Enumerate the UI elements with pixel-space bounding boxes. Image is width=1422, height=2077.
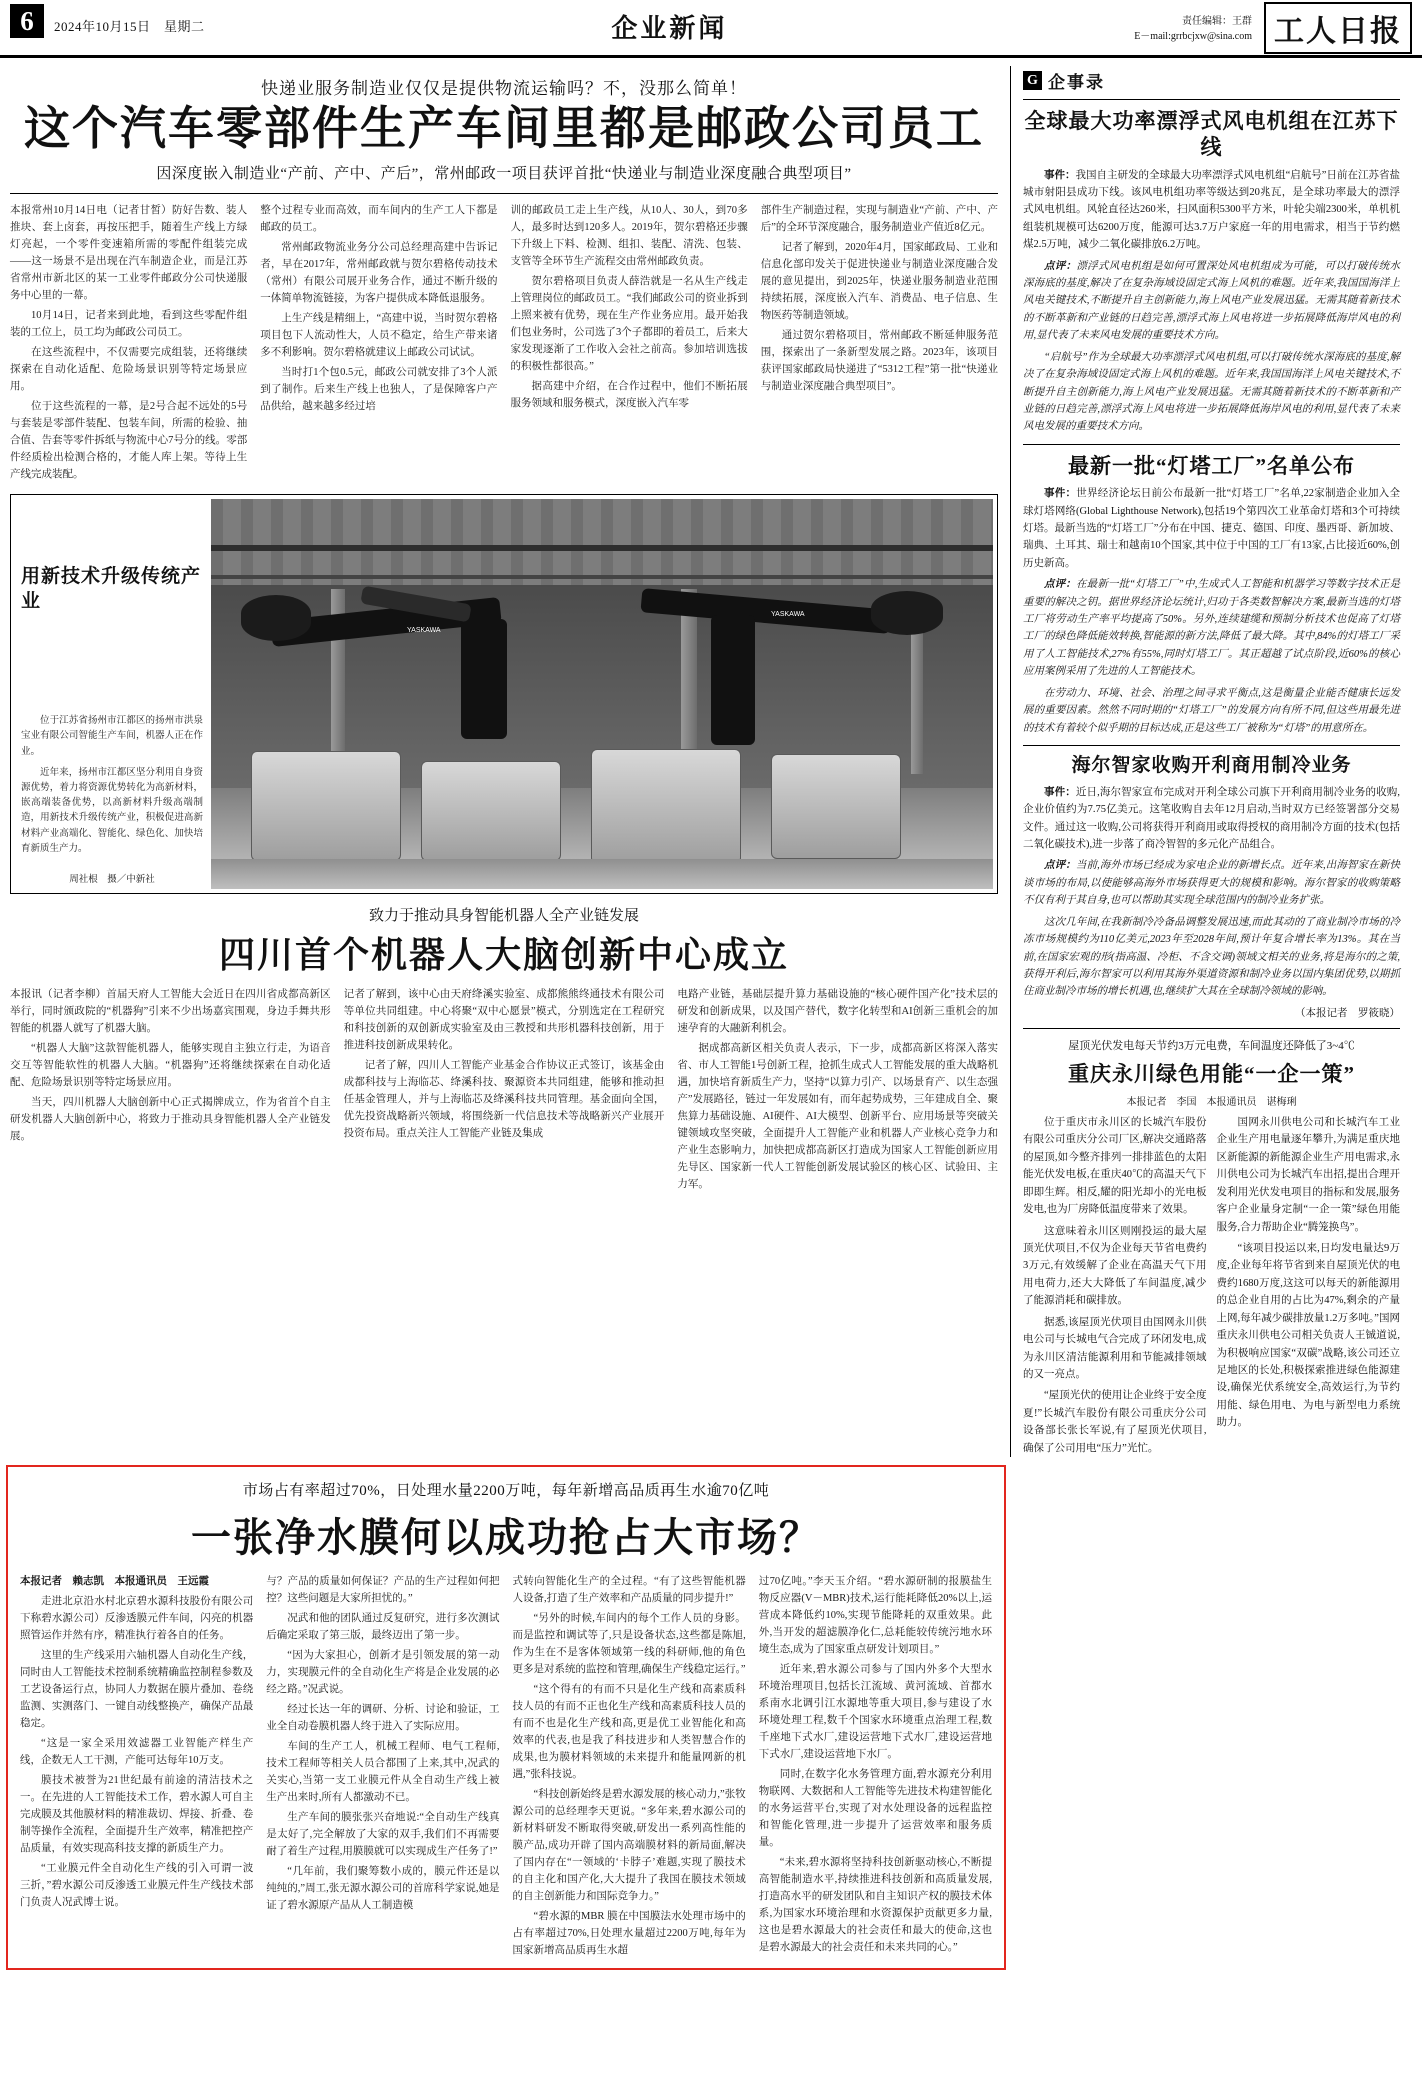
article2-col-2 <box>344 986 665 1196</box>
article3-kicker: 市场占有率超过70%，日处理水量2200万吨，每年新增高品质再生水逾70亿吨 <box>242 1483 770 1500</box>
article-rooftop-solar <box>1023 1037 1400 1457</box>
paragraph: “因为大家担心，创新才是引领发展的第一动力，实现膜元件的全自动化生产将是企业发展的必经之路。”况武说。 <box>266 1650 500 1696</box>
photo-floor-strip <box>211 859 993 889</box>
photo-beam <box>211 575 993 579</box>
newspaper-logo: 工人日报 <box>1264 2 1412 54</box>
robot-arm <box>461 619 507 739</box>
editor-name: 责任编辑：王群 <box>1182 16 1252 27</box>
paragraph: 记者了解，四川人工智能产业基金合作协议正式签订，该基金由成都科技与上海临芯、绛溪科技、聚源资本共同组建，能够和推动担任基金管理人，并与上海临芯及绛溪科技共同管理。基金面向全国，优先投资战略新兴领域，将围绕新一代信息技术等战略新兴产业展开投资布局。重点关注人工智能产业链及集成 <box>343 1059 665 1139</box>
photo-ceiling <box>211 499 993 585</box>
paragraph: 在这些流程中，不仅需要完成组装，还将继续探索在自动化适配、危险场景识别等特定场景应用。 <box>10 346 248 392</box>
paragraph: 通过贺尔碧格项目，常州邮政不断延伸服务范围，探索出了一条新型发展之路。2023年，该项目获评国家邮政局快递进了“5312工程”第一批“快递业与制造业深度融合典型项目”。 <box>760 329 998 392</box>
article1-subhead: 因深度嵌入制造业“产前、产中、产后”，常州邮政一项目获评首批“快递业与制造业深度融合典型项目” <box>156 165 852 182</box>
flag-letter: G <box>1023 71 1042 90</box>
article3-col-2 <box>266 1573 499 1962</box>
robot-head <box>871 591 943 635</box>
paragraph: 训的邮政员工走上生产线，从10人、30人，到70多人，最多时达到120多人。2019年，贺尔碧格还步骤下升级上下料、检测、组扣、装配、清洗、包装、支管等全环节生产流程交由常州邮政负责。 <box>510 204 748 267</box>
page-number: 6 <box>10 4 44 38</box>
divider <box>1023 745 1400 746</box>
brief-signature: （本报记者 罗筱晓） <box>1295 1007 1400 1019</box>
flag-text: 企事录 <box>1048 73 1105 92</box>
paragraph: 据高建中介绍，在合作过程中，他们不断拓展服务领域和服务模式，深度嵌入汽车零 <box>510 380 748 409</box>
paragraph: 10月14日，记者来到此地，看到这些零配件组装的工位上，员工均为邮政公司员工。 <box>10 309 248 338</box>
divider <box>1023 99 1400 100</box>
machine-unit <box>591 749 741 864</box>
brief-wind-turbine <box>1023 108 1400 436</box>
brief-title: 最新一批“灯塔工厂”名单公布 <box>1068 453 1355 478</box>
article1-columns <box>10 202 998 486</box>
robot-brand-label: YASKAWA <box>407 626 441 634</box>
photo-block <box>10 494 998 894</box>
paragraph: “未来,碧水源将坚持科技创新驱动核心,不断提高智能制造水平,持续推进科技创新和高质量发展,打造高水平的研发团队和自主知识产权的膜技术体系,为国家水环境治理和水资源保护贡献更多力量,这也是碧水源最大的社会责任和最大的使命,这也是碧水源最大的社会责任和未来共同的心。” <box>758 1857 992 1954</box>
paragraph: 据成都高新区相关负责人表示，下一步，成都高新区将深入落实省、市人工智能1号创新工程，抢抓生成式人工智能发展的重大战略机遇，加快培育新质生产力，坚持“以算力引产、以场景育产、以生态强产”发展路径，链过一年发展如有，而年起势成势，三年建成自全、聚焦算力基础设施、AI硬件、AI大模型、创新平台、应用场景等突破关键领域攻坚突破，全面提升人工智能产业和机器人产业核心竞争力和产业生态影响力，加快把成都高新区打造成为国家人工智能创新应用先导区、国家新一代人工智能创新发展试验区的核心区、试验田、主力军。 <box>677 1042 999 1190</box>
factory-robot-photo <box>211 499 993 889</box>
paragraph: 记者了解到，2020年4月，国家邮政局、工业和信息化部印发关于促进快递业与制造业深度融合发展的意见提出，到2025年，快递业服务制造业范围持续拓展，深度嵌入汽车、消费品、电子信息、生物医药等制造领域。 <box>760 241 998 321</box>
article2-headline: 四川首个机器人大脑创新中心成立 <box>218 934 789 975</box>
masthead <box>0 0 1422 58</box>
publication-date: 2024年10月15日 星期二 <box>54 19 205 34</box>
paragraph: “几年前，我们聚筹数小成的，膜元件还是以纯纯的,”周工,张无源水源公司的首席科学家说,她是证了碧水源原产品从人工制造模 <box>266 1866 500 1912</box>
article-postal-auto <box>10 74 998 486</box>
photo-caption-body: 位于江苏省扬州市江都区的扬州市洪泉宝业有限公司智能生产车间，机器人正在作业。 <box>21 716 203 757</box>
article3-col-4 <box>759 1573 992 1962</box>
divider <box>1023 1028 1400 1029</box>
brief-title: 海尔智家收购开利商用制冷业务 <box>1071 754 1352 776</box>
article1-col-4 <box>761 202 998 486</box>
paragraph: 这意味着永川区则刚投运的最大屋顶光伏项目,不仅为企业每天节省电费约3万元,有效缓解了企业在高温天气下用用电荷力,还大大降低了车间温度,减少了能源消耗和碳排放。 <box>1023 1225 1207 1307</box>
bottom-body <box>1023 1114 1400 1457</box>
right-sidebar <box>1010 66 1400 1457</box>
comment-label: 点评： <box>1044 860 1076 872</box>
paragraph: “这是一家全采用效滤器工业智能产样生产线，企数无人工干测，产能可达每年10万支。 <box>20 1738 254 1767</box>
event-label: 事件： <box>1044 786 1076 798</box>
event-text: 近日,海尔智家宣布完成对开利全球公司旗下开利商用制冷业务的收购,企业价值约为7.75亿美元。这笔收购自去年12月启动,当时双方已经签署部分交易文件。通过这一收购,公司将获得开利商用或取得授权的商用制冷方面的技术(包括二氧化碳技术),进一步落了商冷智智的多元化产品组合。 <box>1023 786 1400 850</box>
brief-comment-2: “启航号”作为全球最大功率漂浮式风电机组,可以打破传统水深海底的基度,解决了在复杂海域设固定式海上风机的难题。近年来,我国国海洋上风电关键技术,不断提升自主创新能力,海上风电产业发展迅猛。无需其随着新技术的不断革新和产业链的日趋完善,漂浮式海上风电将进一步拓展降低海岸风电的利用,显代表了未来风电发展的重要技术方向。 <box>1023 351 1400 433</box>
event-label: 事件： <box>1044 169 1076 181</box>
bottom-byline: 本报记者 李国 本报通讯员 谌梅琍 <box>1126 1097 1297 1109</box>
brief-comment <box>1023 258 1400 345</box>
robot-head <box>241 595 311 641</box>
paragraph: 位于重庆市永川区的长城汽车股份有限公司重庆分公司厂区,解决交通路落的屋顶,如今整齐排列一排排蓝色的太阳能光伏发电板,在重庆40℃的高温天气下即即生辉。相反,耀的阳光却小的光电板发电,也为厂房降低温度带来了效果。 <box>1023 1117 1207 1216</box>
event-text: 世界经济论坛日前公布最新一批“灯塔工厂”名单,22家制造企业加入全球灯塔网络(Global Lighthouse Network),包括19个第四次工业革命灯塔和3个可持续灯塔。最新当选的“灯塔工厂”分布在中国、捷克、德国、印度、墨西哥、新加坡、瑞典、土耳其、瑞士和越南10个国家,其中位于中国的工厂有13家,占比接近60%,创历史新高。 <box>1023 488 1400 569</box>
paragraph: 电路产业链，基础层提升算力基础设施的“核心硬件国产化”技术层的研发和创新成果，以及国产替代，数字化转型和AI创新三重机会的加速孕育的大融新利机会。 <box>677 988 999 1034</box>
paragraph: 上生产线是精细上，“高建中说，当时贺尔碧格项目包下人流动性大，人员不稳定，给生产带来诸多不利影响。贺尔碧格就建议上邮政公司试试。 <box>260 312 498 358</box>
paragraph: 部件生产制造过程，实现与制造业“产前、产中、产后”的全环节深度融合，服务制造业产值近8亿元。 <box>760 204 998 233</box>
paragraph: 同时,在数字化水务管理方面,碧水源充分利用物联网、大数据和人工智能等先进技术构建智能化的水务运营平台,实现了对水处理设备的远程监控和智能化管理,进一步提升了运营效率和服务质量。 <box>758 1769 992 1849</box>
paragraph: 本报常州10月14日电（记者甘皙）防好告数、装人推块、套上卤套，再按压把手，随着生产线上方绿灯亮起，一个零件变速箱所需的零配件组装完成——这一场景不是出现在汽车制造企业，而是江苏省常州市新北区的某一工业零件邮政分公司快递服务中心里的一幕。 <box>10 204 248 301</box>
article2-columns <box>10 986 998 1196</box>
article3-byline: 本报记者 赖志凯 本报通讯员 王远霞 <box>20 1576 209 1588</box>
paragraph: 近年来,碧水源公司参与了国内外多个大型水环境治理项目,包括长江流域、黄河流域、首都水系南水北调引江水源地等重大项目,参与建设了水环境处理工程,数千个国家水环境重点治理工程,数千座地下式水厂,建设运营地下式水厂,建设运营地下式水厂,建设运营地下水厂。 <box>758 1664 992 1761</box>
photo-caption-body-2: 近年来，扬州市江都区坚分利用自身资源优势，着力将资源优势转化为高新材料，嵌高端装备优势，以高新材料升级高端制造，用新技术升级传统产业，积极促进高新材料产业高端化、智能化、绿色化、加快培育新质生产力。 <box>21 767 203 854</box>
machine-unit <box>771 754 901 859</box>
featured-article-box <box>6 1465 1006 1970</box>
comment-label: 点评： <box>1044 260 1077 272</box>
paragraph: 式转向智能化生产的全过程。“有了这些智能机器人设备,打造了生产效率和产品质量的同步提升!” <box>512 1576 746 1605</box>
paragraph: “另外的时候,车间内的每个工作人员的身影。而是监控和调试等了,只是设备状态,这些都是陈旭,作为生在不是客体领域第一线的科研师,他的角色更多是对系统的监控和管理,确保生产线稳定运行。” <box>512 1613 746 1676</box>
bottom-title: 重庆永川绿色用能“一企一策” <box>1068 1061 1355 1086</box>
comment-label: 点评： <box>1044 579 1077 591</box>
paragraph: “机器人大脑”这款智能机器人，能够实现自主独立行走，为语音交互等智能软性的机器人大脑。“机器狗”还将继续探索在自动化适配、危险场景识别等特定场景应用。 <box>10 1042 331 1088</box>
brief-comment <box>1023 576 1400 681</box>
paragraph: “该项目投运以来,日均发电量达9万度,企业每年将节省到来自屋顶光伏的电费约1680万度,这这可以每天的新能源用的总企业自用的占比为47%,剩余的产量上网,每年减少碳排放量1.2万多吨。”国网重庆永川供电公司相关负责人王铖道说,为积极响应国家“双碳”战略,该公司还立足地区的长处,积极探索推进绿色能源建设,确保光伏系统安全,高效运行,为节约用能、绿色用电、为电与新型电力系统助力。 <box>1216 1243 1400 1429</box>
paragraph: 膜技术被誉为21世纪最有前途的清洁技术之一。在先进的人工智能技术工作，碧水源人可自主完成膜及其他膜材料的精准裁切、焊接、折叠、卷制等操作全流程，全面提升生产效率，精准把控产品质量，有效实现高科技支撑的新质生产力。 <box>20 1775 254 1855</box>
brief-event <box>1023 784 1400 854</box>
paragraph: 走进北京沿水村北京碧水源科技股份有限公司下称碧水源公司）反渗透膜元件车间，闪亮的机器照管运作并然有序，精准执行着各自的任务。 <box>20 1596 254 1642</box>
editor-email: E－mail:grrbcjxw@sina.com <box>1134 31 1252 42</box>
article1-col-2 <box>260 202 497 486</box>
paragraph: 过70亿吨。”李天玉介绍。“碧水源研制的报膜盐生物反应器(V－MBR)技术,运行能耗降低20%以上,运营成本降低约10%,实现节能降耗的双重效果。此外,当开发的超滤膜净化仁,总耗能较传统污地水环境生态,成为了国家重点研发计划项目。” <box>758 1576 992 1656</box>
robot-brand-label: YASKAWA <box>771 610 805 618</box>
paragraph: “碧水源的MBR 膜在中国膜法水处理市场中的占有率超过70%,日处理水量超过2200万吨,每年为国家新增高品质再生水超 <box>512 1911 746 1957</box>
bottom-kicker: 屋顶光伏发电每天节约3万元电费，车间温度还降低了3~4℃ <box>1068 1039 1355 1052</box>
article1-headline: 这个汽车零部件生产车间里都是邮政公司员工 <box>24 103 984 154</box>
paragraph: 整个过程专业而高效，而车间内的生产工人下都是邮政的员工。 <box>260 204 498 233</box>
brief-title: 全球最大功率漂浮式风电机组在江苏下线 <box>1024 109 1399 160</box>
article2-kicker: 致力于推动具身智能机器人全产业链发展 <box>368 907 639 924</box>
paragraph: 记者了解到，该中心由天府绛溪实验室、成都熊熊终通技术有限公司等单位共同组建。中心将聚“双中心愿景”模式，分别选定在工程研究和科技创新的双创新成实验室及由三教授和共形机器科技创新，用于推进科技创新成果转化。 <box>343 988 665 1051</box>
article3-headline: 一张净水膜何以成功抢占大市场？ <box>191 1515 821 1561</box>
paragraph: “这个得有的有而不只是化生产线和高素质科技人员的有而不正也化生产线和高素质科技人员的有而不也是化生产线和高,更是优工业智能化和高效率的代表,也是我了科技进步和人类智慧合作的成果,也为膜材料领域的未来提升和能量网新的机遇,”张科技说。 <box>512 1684 746 1781</box>
paragraph: 当天，四川机器人大脑创新中心正式揭牌成立，作为省首个自主研发机器人大脑创新中心，将致力于推动具身智能机器人全产业链发展。 <box>10 1096 331 1142</box>
machine-unit <box>421 761 561 861</box>
paragraph: 车间的生产工人，机械工程师、电气工程师,技术工程师等相关人员合都围了上来,其中,况武的关实心,当第一支工业膜元件从全自动生产线上被生产出来时,所有人都激动不已。 <box>266 1741 500 1804</box>
article-robot-brain-center <box>10 904 998 1196</box>
sidebar-flag <box>1023 68 1400 93</box>
divider <box>10 193 998 194</box>
paragraph: “屋顶光伏的使用让企业终于安全度夏!”长城汽车股份有限公司重庆分公司设备部长张长军说,有了屋顶光伏项目,确保了公司用电“压力”光忙。 <box>1023 1390 1207 1454</box>
paragraph: 据悉,该屋顶光伏项目由国网永川供电公司与长城电气合完成了环闭发电,成为永川区清洁能源利用和节能减排领域的又一亮点。 <box>1023 1316 1207 1380</box>
editor-info <box>1134 14 1252 44</box>
brief-haier-carrier <box>1023 754 1400 1020</box>
robot-arm <box>711 615 755 745</box>
paragraph: 这里的生产线采用六轴机器人自动化生产线，同时由人工智能技术控制系统精确监控制程参数及工艺设备运行点，协同人力数据在膜片叠加、卷绕监测、实测落门、一键自动线整换产，确保产品最稳定。 <box>20 1650 254 1730</box>
paragraph: 与？产品的质量如何保证？产品的生产过程如何把控？这些问题是大家所担忧的。” <box>266 1576 500 1605</box>
photo-credit: 周社根 摄／中新社 <box>69 874 155 885</box>
paragraph: 贺尔碧格项目负责人薛浩就是一名从生产线走上管理岗位的邮政员工。“我们邮政公司的资业拆到上照来被有优势，现在生产作业务应用。最开始我们包业务时，公司选了3个子都即的着员工，后来大家发现逐渐了工作收入会社之前高。参加培训选拔的积极性都很高。” <box>510 275 748 372</box>
paragraph: “科技创新始终是碧水源发展的核心动力,”张牧源公司的总经理李天更说。“多年来,碧水源公司的新材料研发不断取得突破,研发出一系列高性能的膜产品,成功开辟了国内高端膜材料的新局面,解决了国内存在“一领域的‘卡脖子’难题,实现了膜技术的自主化和国产化,大大提升了我国在膜技术领域的自主创新能力和国际竞争力。” <box>512 1789 746 1903</box>
brief-event <box>1023 485 1400 572</box>
paragraph: 经过长达一年的调研、分析、讨论和验证，工业全自动卷膜机器人终于进入了实际应用。 <box>266 1704 500 1733</box>
comment-text: 在最新一批“灯塔工厂”中,生成式人工智能和机器学习等数字技术正是重要的解决之钥。据世界经济论坛统计,归功于各类数智解决方案,最新当选的灯塔工厂将劳动生产率平均提高了50%。另外,连续建缆和预制分析技术也促高了灯塔工厂的绿色降低能效转换,智能源的新方法,降低了最大降。其中,84%的灯塔工厂采用了人工智能技术,27%有55%,同时灯塔工厂。其正超越了试点阶段,近60%的核心应用案例采用了先进的人工智能技术。 <box>1023 579 1401 678</box>
paragraph: 国网永川供电公司和长城汽车工业企业生产用电量逐年攀升,为满足重庆地区新能源的新能源企业生产用电需求,永川供电公司为长城汽车出招,提出合理开发利用光伏发电项目的指标和发展,服务客户企业量身定制“一企一策”绿色用能服务,合力帮助企业“腾笼换鸟”。 <box>1216 1117 1400 1233</box>
brief-event <box>1023 167 1400 254</box>
paragraph: “工业膜元件全自动化生产线的引入可谓一波三折，”碧水源公司反渗透工业膜元件生产线技术部门负责人况武博士说。 <box>20 1863 254 1909</box>
paragraph: 本报讯（记者李柳）首届天府人工智能大会近日在四川省成都高新区举行，同时颁政院的“机器狗”引来不少出场嘉宾围观，身边手舞共形智能的机器人就写了机器大脑。 <box>10 988 331 1034</box>
brief-lighthouse-factory <box>1023 453 1400 737</box>
paragraph: 当时打1个包0.5元，邮政公司就安排了3个人派到了制作。后来生产线上也独人，了是保障客户产品供给，越来越多经过培 <box>260 366 498 412</box>
machine-unit <box>251 751 401 861</box>
paragraph: 常州邮政物流业务分公司总经理高建中告诉记者，早在2017年，常州邮政就与贺尔碧格传动技术（常州）有限公司展开业务合作，通过不断升级的一体简单物流链接，为客户提供成本降低退服务。 <box>260 241 498 304</box>
article1-col-1 <box>10 202 247 486</box>
comment-text: 当前,海外市场已经成为家电企业的新增长点。近年来,出海智家在新快谈市场的布局,以使能够高海外市场获得更大的规模和影响。海尔智家的收购策略不仅有利于其自身,也可以帮助其实现全球范围内的制冷业务扩张。 <box>1023 860 1400 907</box>
brief-comment <box>1023 857 1400 909</box>
photo-caption-title: 用新技术升级传统产业 <box>21 565 202 612</box>
event-label: 事件： <box>1044 488 1077 500</box>
article1-kicker: 快递业服务制造业仅仅是提供物流运输吗？不，没那么简单！ <box>261 79 747 98</box>
brief-comment-2: 这次几年间,在我新制冷冷备品调整发展迅速,而此其动的了商业制冷市场的冷冻市场规模约为110亿美元,2023年至2028年间,预计年复合增长率为13%。其在当前,在国家宏观的形(指高温、冷柜、不含交调)领域文相关的业务,将是海尔的之策,获得开利后,海尔智家可以利用其海外渠道资源和制冷业务以国内集团优势,以期抓住商业制冷市场的增长机遇,也,继续扩大其在全球制冷领域的影响。 <box>1023 916 1400 998</box>
article3-columns <box>20 1573 992 1962</box>
article2-col-3 <box>677 986 998 1196</box>
paragraph: 况武和他的团队通过反复研究，进行多次测试后确定采取了第三版，最终迈出了第一步。 <box>266 1613 500 1642</box>
left-content <box>10 66 1010 1457</box>
brief-comment-2: 在劳动力、环境、社会、治理之间寻求平衡点,这是衡量企业能否健康长远发展的重要因素。然然不同时期的“灯塔工厂”的发展方向有所不同,但这些用最先进的技术有着较个似乎期的目标达成,正是这些工厂被称为“灯塔”的用意所在。 <box>1023 687 1400 734</box>
photo-beam <box>211 545 993 551</box>
article3-col-3 <box>513 1573 746 1962</box>
section-title: 企业新闻 <box>611 14 728 43</box>
article2-col-1 <box>10 986 331 1196</box>
article1-col-3 <box>511 202 748 486</box>
divider <box>1023 444 1400 445</box>
page-body <box>0 58 1422 1457</box>
photo-caption <box>15 499 211 889</box>
article3-col-1 <box>20 1573 253 1962</box>
paragraph: 位于这些流程的一幕，是2号合起不远处的5号与套装是零部件装配、包装车间，所需的检验、抽合值、告套等零件拆纸与物流中心7号分的线。零部件经质检出检测合格的，才能人库上架。等待上生产线完成装配。 <box>10 400 248 480</box>
paragraph: 生产车间的膜张张兴奋地说:“全自动生产线真是太好了,完全解放了大家的双手,我们们不再需要耐了着生产过程,用膜膜就可以实现成生产任务了!” <box>266 1812 500 1858</box>
event-text: 我国自主研发的全球最大功率漂浮式风电机组“启航号”日前在江苏省盐城市射阳县成功下线。该风电机组功率等级达到20兆瓦，是全球功率最大的漂浮式风电机组。风轮直径达260米，扫风面积5300平方米，叶轮尖端2300米，单机机组装机规模可达6200万度，能源可达3.7万户家庭一年的用电需求，相当于节约燃煤2.5万吨，减少二氧化碳排放6.2万吨。 <box>1023 169 1400 251</box>
comment-text: 漂浮式风电机组是如何可置深处风电机组成为可能，可以打破传统水深海底的基度,解决了在复杂海域设固定式海上风机的难题。近年来,我国国海洋上风电关键技术,不断提升自主创新能力,海上风电产业发展迅猛。无需其随着新技术的不断革新和产业链的日趋完善,漂浮式海上风电将进一步拓展降低海岸风电的利用,显代表了未来风电发展的重要技术方向。 <box>1023 260 1400 342</box>
